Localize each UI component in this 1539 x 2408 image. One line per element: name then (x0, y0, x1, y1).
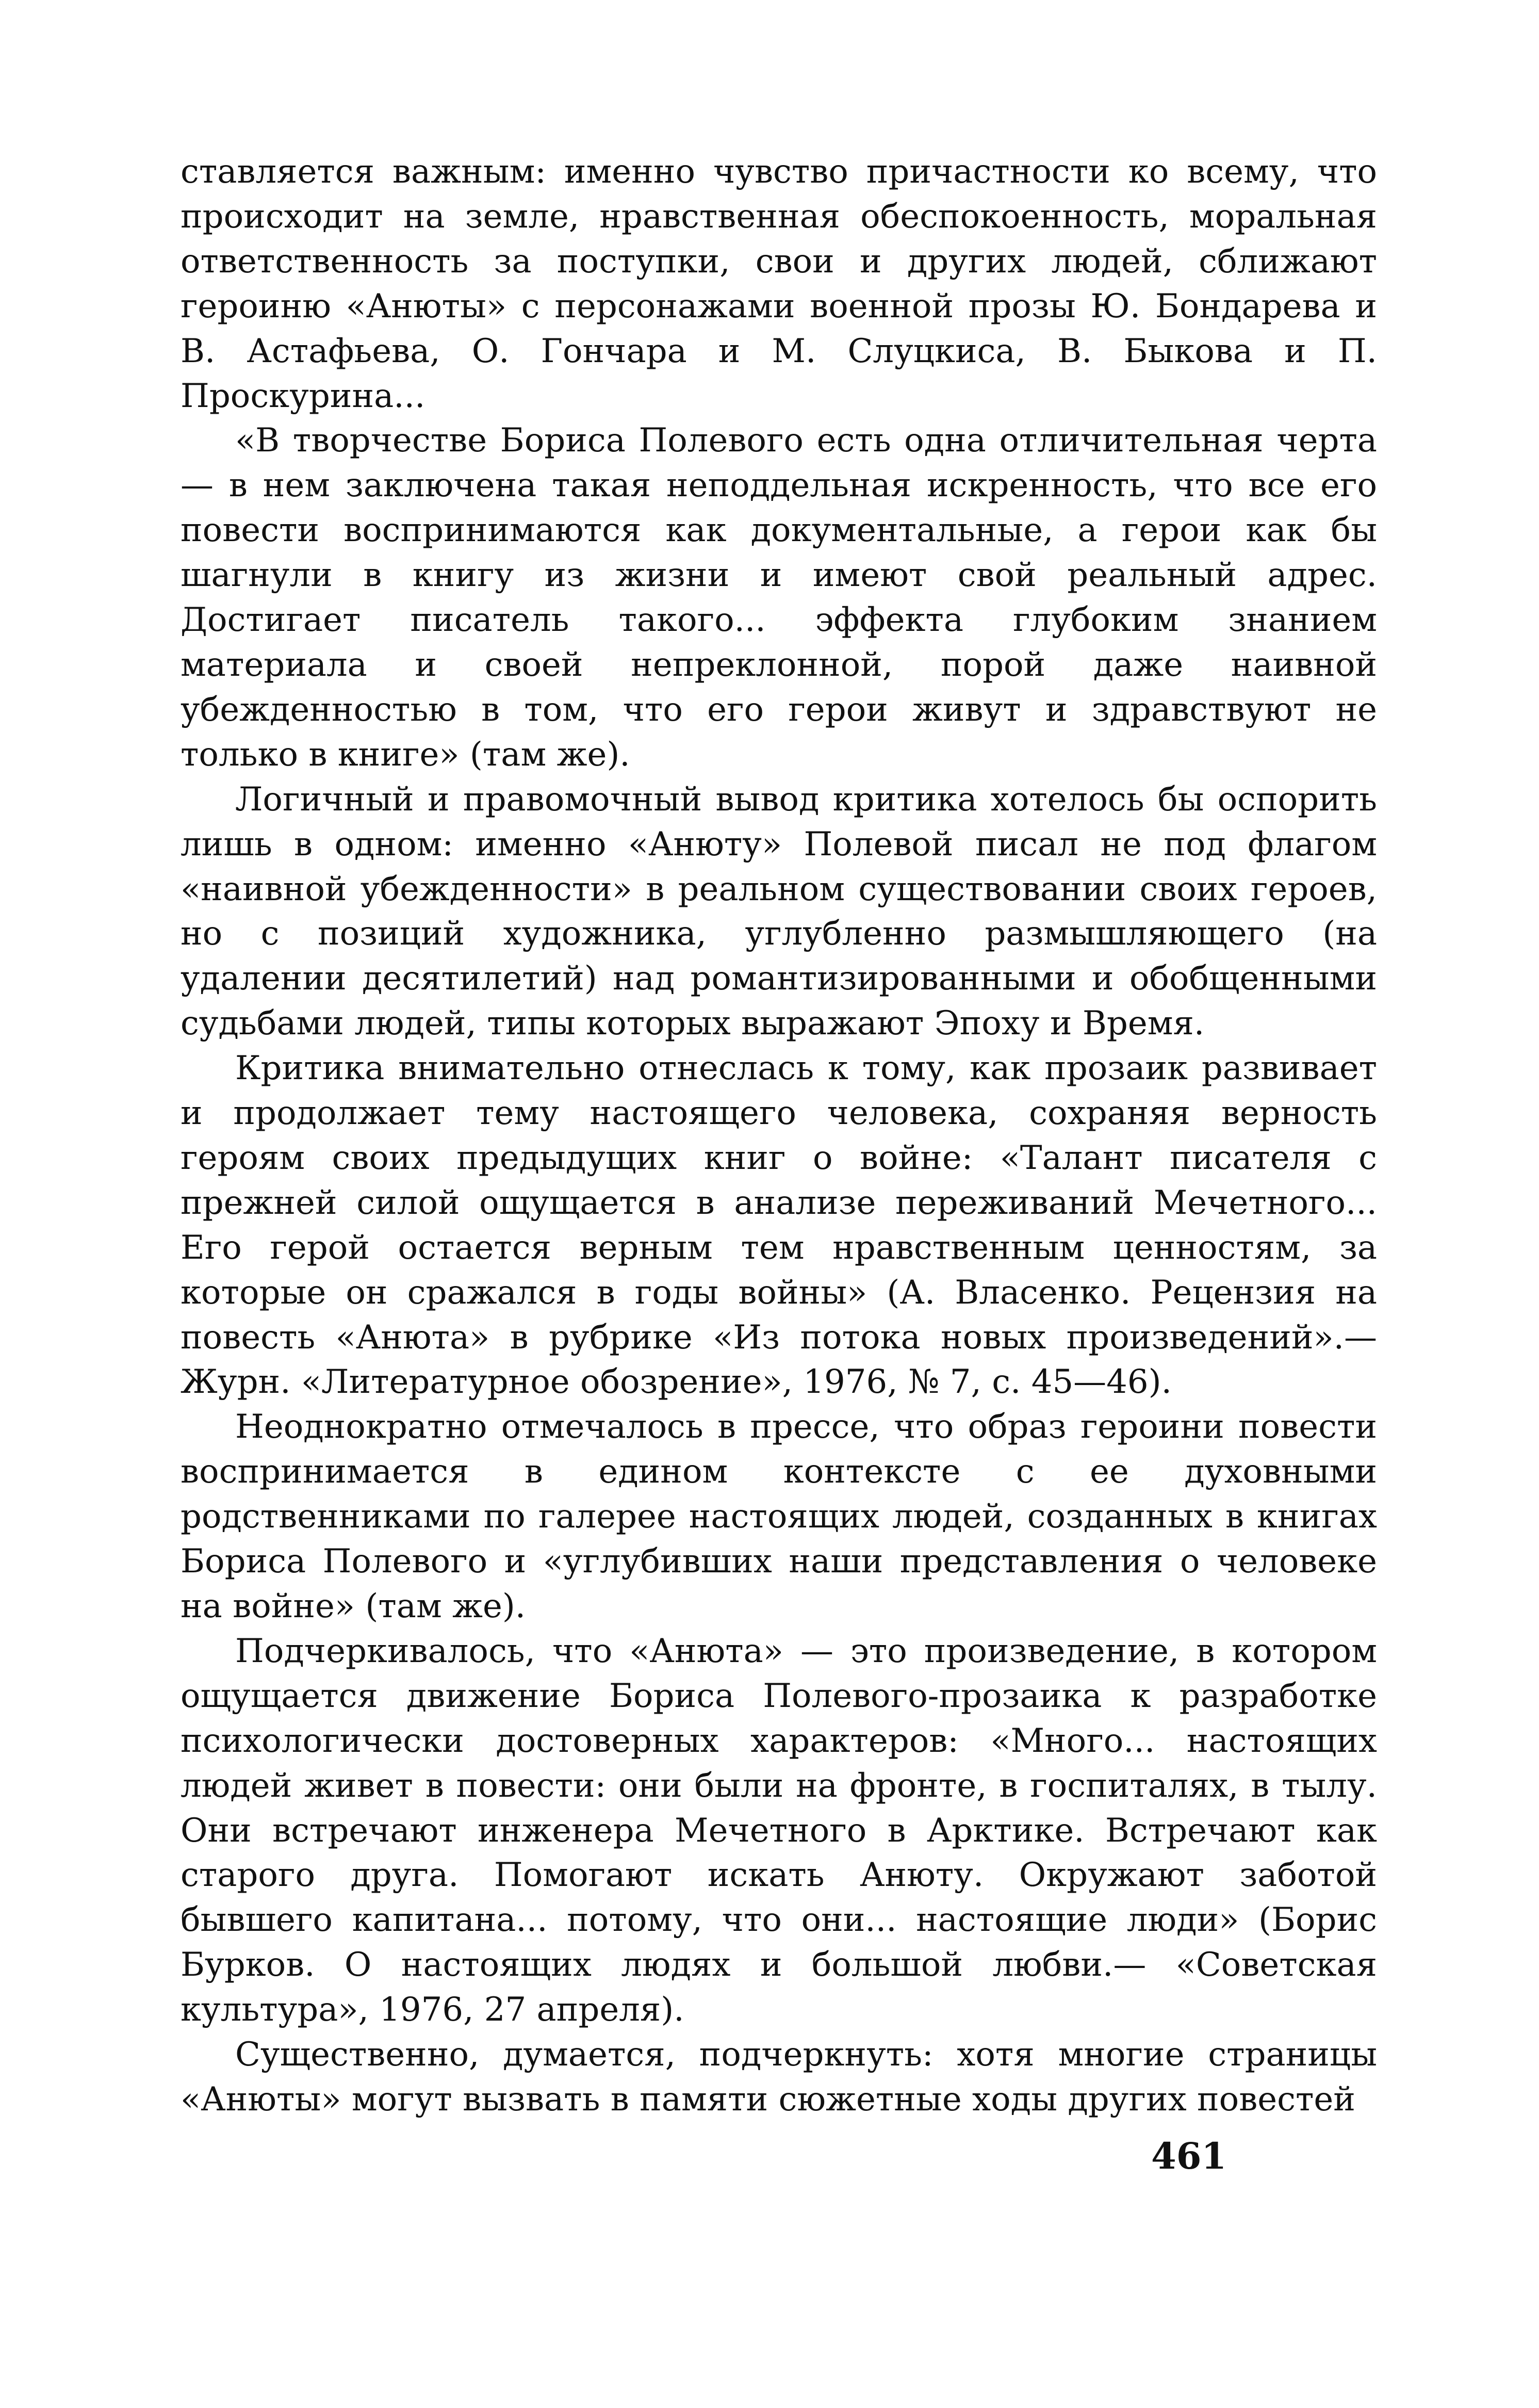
paragraph-2: «В творчестве Бориса Полевого есть одна отличительная черта — в нем заключена такая неподдельная искренность, что все его повести воспринимаются как документальные, а герои как бы шагнули в книгу из жизни и имеют свой реальный адрес. Достигает писатель такого... эффекта глубоким знанием материала и своей непреклонной, порой даже наивной убежденностью в том, что его герои живут и здравствуют не только в книге» (там же). (181, 421, 1377, 774)
body-text (181, 150, 1377, 2122)
page-number: 461 (1151, 2135, 1227, 2177)
paragraph-1: ставляется важным: именно чувство причастности ко всему, что происходит на земле, нравственная обеспокоенность, моральная ответственность за поступки, свои и других людей, сближают героиню «Анюты» с персонажами военной прозы Ю. Бондарева и В. Астафьева, О. Гончара и М. Слуцкиса, В. Быкова и П. Проскурина... (181, 153, 1377, 415)
paragraph-4: Критика внимательно отнеслась к тому, как прозаик развивает и продолжает тему настоящего человека, сохраняя верность героям своих предыдущих книг о войне: «Талант писателя с прежней силой ощущается в анализе переживаний Мечетного... Его герой остается верным тем нравственным ценностям, за которые он сражался в годы войны» (А. Власенко. Рецензия на повесть «Анюта» в рубрике «Из потока новых произведений».— Журн. «Литературное обозрение», 1976, № 7, с. 45—46). (181, 1049, 1377, 1402)
paragraph-6: Подчеркивалось, что «Анюта» — это произведение, в котором ощущается движение Бориса Полевого-прозаика к разработке психологически достоверных характеров: «Много... настоящих людей живет в повести: они были на фронте, в госпиталях, в тылу. Они встречают инженера Мечетного в Арктике. Встречают как старого друга. Помогают искать Анюту. Окружают заботой бывшего капитана... потому, что они... настоящие люди» (Борис Бурков. О настоящих людях и большой любви.— «Советская культура», 1976, 27 апреля). (181, 1632, 1377, 2029)
paragraph-3: Логичный и правомочный вывод критика хотелось бы оспорить лишь в одном: именно «Анюту» Полевой писал не под флагом «наивной убежденности» в реальном существовании своих героев, но с позиций художника, углубленно размышляющего (на удалении десятилетий) над романтизированными и обобщенными судьбами людей, типы которых выражают Эпоху и Время. (181, 780, 1377, 1043)
paragraph-5: Неоднократно отмечалось в прессе, что образ героини повести воспринимается в едином контексте с ее духовными родственниками по галерее настоящих людей, созданных в книгах Бориса Полевого и «углубивших наши представления о человеке на войне» (там же). (181, 1408, 1377, 1625)
paragraph-7: Существенно, думается, подчеркнуть: хотя многие страницы «Анюты» могут вызвать в памяти сюжетные ходы других повестей (181, 2036, 1377, 2119)
